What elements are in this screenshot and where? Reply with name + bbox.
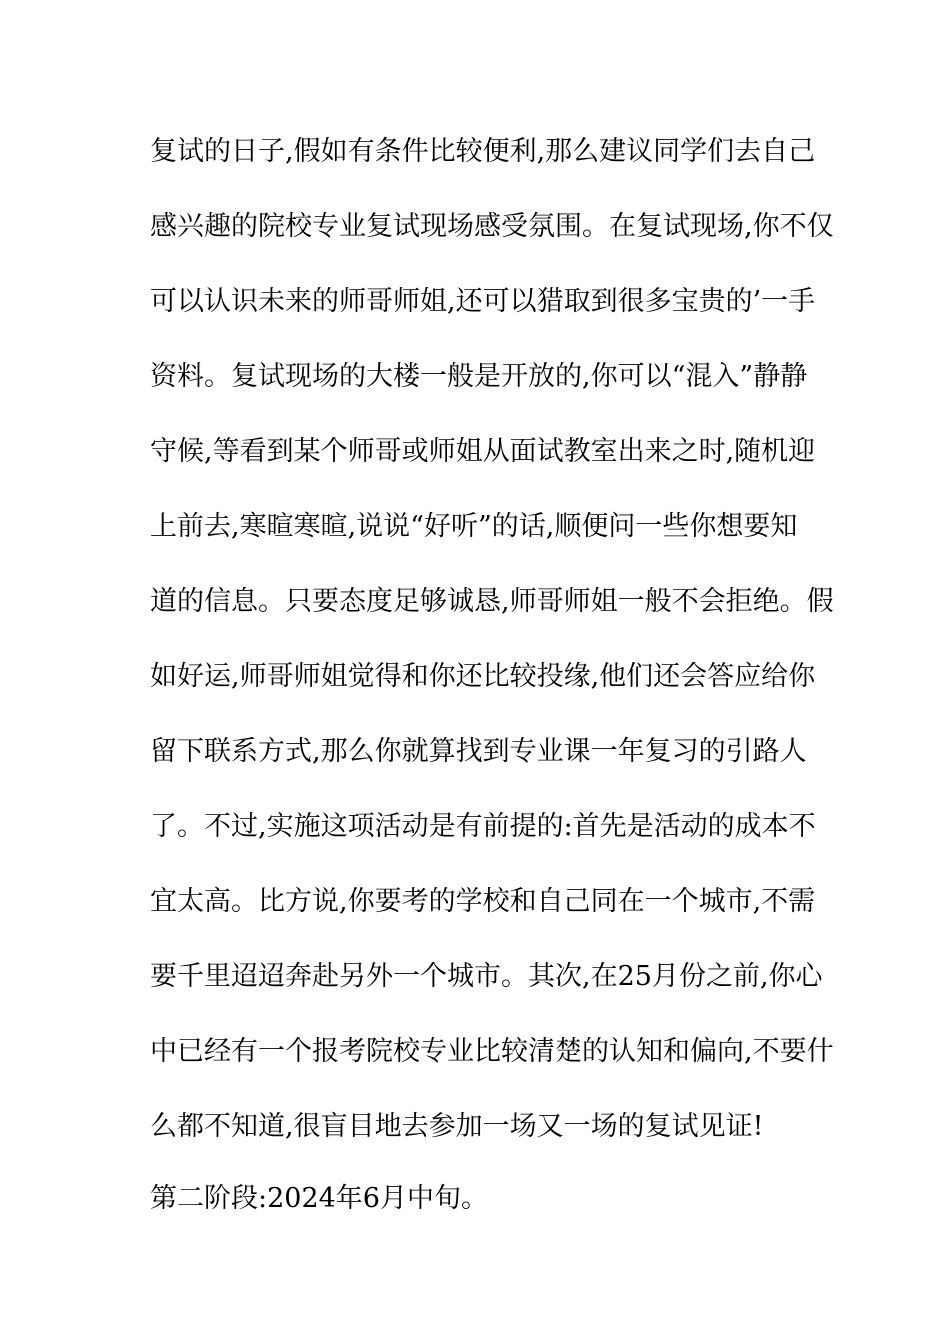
paragraph-line: 道的信息。只要态度足够诚恳,师哥师姐一般不会拒绝。假 — [150, 586, 834, 617]
paragraph-line: 留下联系方式,那么你就算找到专业课一年复习的引路人 — [150, 736, 807, 767]
paragraph-line: 么都不知道,很盲目地去参加一场又一场的复试见证! — [150, 1111, 764, 1142]
paragraph-line: 感兴趣的院校专业复试现场感受氛围。在复试现场,你不仅 — [150, 211, 834, 242]
paragraph-line: 中已经有一个报考院校专业比较清楚的认知和偏向,不要什 — [150, 1036, 834, 1067]
paragraph-line: 要千里迢迢奔赴另外一个城市。其次,在25月份之前,你心 — [150, 961, 823, 992]
paragraph-line: 如好运,师哥师姐觉得和你还比较投缘,他们还会答应给你 — [150, 661, 816, 692]
paragraph-line: 了。不过,实施这项活动是有前提的:首先是活动的成本不 — [150, 811, 816, 842]
paragraph-line: 守候,等看到某个师哥或师姐从面试教室出来之时,随机迎 — [150, 436, 816, 467]
section-heading: 第二阶段:2024年6月中旬。 — [150, 1183, 488, 1214]
paragraph-line: 上前去,寒暄寒暄,说说“好听”的话,顺便问一些你想要知 — [150, 511, 798, 542]
paragraph-line: 可以认识未来的师哥师姐,还可以猎取到很多宝贵的’一手 — [150, 286, 816, 317]
paragraph-line: 复试的日子,假如有条件比较便利,那么建议同学们去自己 — [150, 136, 816, 167]
paragraph-line: 宜太高。比方说,你要考的学校和自己同在一个城市,不需 — [150, 886, 816, 917]
paragraph-line: 资料。复试现场的大楼一般是开放的,你可以“混入”静静 — [150, 361, 808, 392]
